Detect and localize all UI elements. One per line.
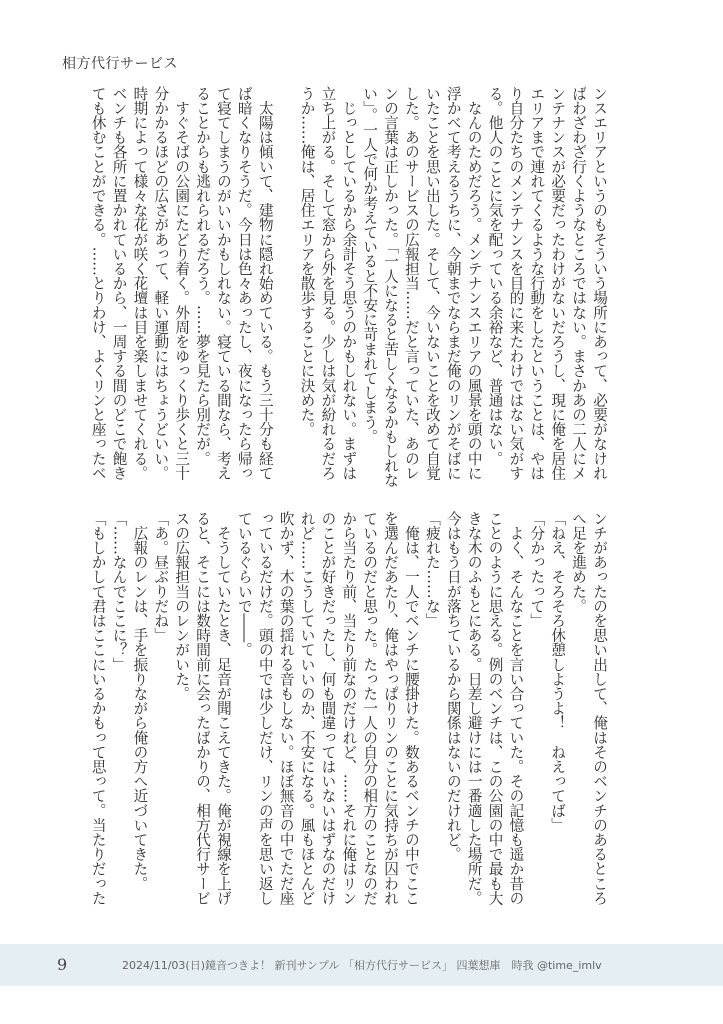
- text-column: 浮かべて考えるうちに、今朝までならまだ俺のリンがそばに: [444, 86, 462, 481]
- text-column: ンチがあったのを思い出して、俺はそのベンチのあるところ: [591, 511, 608, 906]
- text-column: 俺は、一人でベンチに腰掛けた。数あるベンチの中でここ: [402, 511, 420, 906]
- text-column: 「分かったって」: [528, 511, 546, 628]
- footer-band: [0, 944, 723, 986]
- text-column: ンテナンスが必要だったわけがないだろうし、現に俺を居住: [549, 86, 567, 481]
- text-column: 「疲れた……な」: [423, 511, 441, 628]
- text-column: よく、そんなことを言い合っていた。その記憶も遥か昔の: [507, 511, 525, 906]
- text-column: ベンチも各所に置かれているから、一周する間のどこで飽き: [110, 86, 128, 481]
- text-column: ているぐらいで――。: [235, 511, 253, 657]
- text-column: エリアまで連れてくるような行動をしたということは、やは: [528, 86, 546, 481]
- text-column: ても休むことができる。……とりわけ、よくリンと座ったベ: [89, 86, 107, 481]
- text-column: いたことを思い出した。そして、今いないことを改めて自覚: [423, 86, 441, 481]
- text-block-upper: [86, 86, 609, 498]
- text-column: うか……俺は、居住エリアを散歩することに決めた。: [298, 86, 316, 437]
- text-column: ンスエリアというのもそういう場所にあって、必要がなけれ: [591, 86, 608, 481]
- text-block-lower: [86, 511, 609, 923]
- text-column: きな木のふもとにある。日差し避けには一番適した場所だ。: [465, 511, 483, 906]
- text-column: 今はもう日が落ちているから関係はないのだけれど。: [444, 511, 462, 862]
- text-column: い」。一人で何か考えていると不安に苛まれてしまう。: [361, 86, 379, 444]
- text-column: ているのだと思った。たった一人の自分の相方のことなのだ: [361, 511, 379, 906]
- text-column: から当たり前、当たり前なのだけれど、……それに俺はリン: [340, 511, 358, 906]
- text-column: 太陽は傾いて、建物に隠れ始めている。もう三十分も経て: [256, 86, 274, 481]
- text-column: 「もしかして君はここにいるかもって思って。当たりだった: [89, 511, 107, 906]
- text-column: ると、そこには数時間前に会ったばかりの、相方代行サービ: [194, 511, 212, 906]
- text-column: ることからも逃れられるだろう。……夢を見たら別だが。: [194, 86, 212, 466]
- running-title: 相方代行サービス: [62, 56, 178, 72]
- text-column: て寝てしまうのがいいかもしれない。寝ている間なら、考え: [214, 86, 232, 481]
- text-column: れど……こうしていていいのか、不安になる。風もほとんど: [298, 511, 316, 906]
- text-column: 立ち上がる。そして窓から外を見る。少しは気が紛れるだろ: [319, 86, 337, 481]
- text-column: へ足を進めた。: [570, 511, 588, 614]
- text-column: した。あのサービスの広報担当……だと言っていた、あのレ: [402, 86, 420, 481]
- text-column: 吹かず、木の葉の揺れる音もしない。ほぼ無音の中でただ座: [277, 511, 295, 906]
- text-column: 「……なんでここに？」: [110, 511, 128, 672]
- text-column: 「あ。昼ぶりだね」: [152, 511, 170, 643]
- text-column: っているだけだ。頭の中では少しだけ、リンの声を思い返し: [256, 511, 274, 906]
- text-column: を選んだあたり、俺はやっぱりリンのことに気持ちが囚われ: [382, 511, 400, 906]
- text-column: ばわざわざ行くようなところではない。まさかあの二人にメ: [570, 86, 588, 481]
- text-column: そうしていたとき、足音が聞こえてきた。俺が視線を上げ: [214, 511, 232, 906]
- text-column: 分かかるほどの広さがあって、軽い運動にはちょうどいい。: [152, 86, 170, 481]
- text-column: る。他人のことに気を配っている余裕など、普通はない。: [486, 86, 504, 466]
- colophon: 2024/11/03(日)鏡音つきよ！ 新刊サンプル 「相方代行サービス」 四葉想庫 時我 @time_imlv: [122, 959, 602, 972]
- text-column: じっとしているから余計そう思うのかもしれない。まずは: [340, 86, 358, 481]
- text-column: ことのように思える。例のベンチは、この公園の中で最も大: [486, 511, 504, 906]
- text-column: すぐそばの公園にたどり着く。外周をゆっくり歩くと三十: [173, 86, 191, 481]
- text-column: ば暗くなりそうだ。今日は色々あったし、夜になったら帰っ: [235, 86, 253, 481]
- text-column: [275, 86, 296, 498]
- text-column: なんのためだろう。メンテナンスエリアの風景を頭の中に: [465, 86, 483, 481]
- text-column: 「ねえ、そろそろ休憩しようよ！ ねえってば」: [549, 511, 567, 833]
- text-column: ンの言葉は正しかった。「一人になると苦しくなるかもしれな: [382, 86, 400, 488]
- text-column: スの広報担当のレンがいた。: [173, 511, 191, 701]
- page-number: 9: [57, 955, 68, 974]
- text-column: 広報のレンは、手を振りながら俺の方へ近づいてきた。: [131, 511, 149, 891]
- text-column: 時期によって様々な花が咲く花壇は目を楽しませてくれる。: [131, 86, 149, 481]
- text-column: り自分たちのメンテナンスを目的に来たわけではない気がす: [507, 86, 525, 481]
- text-column: のことが好きだったし、何も間違ってはいないはずなのだけ: [319, 511, 337, 906]
